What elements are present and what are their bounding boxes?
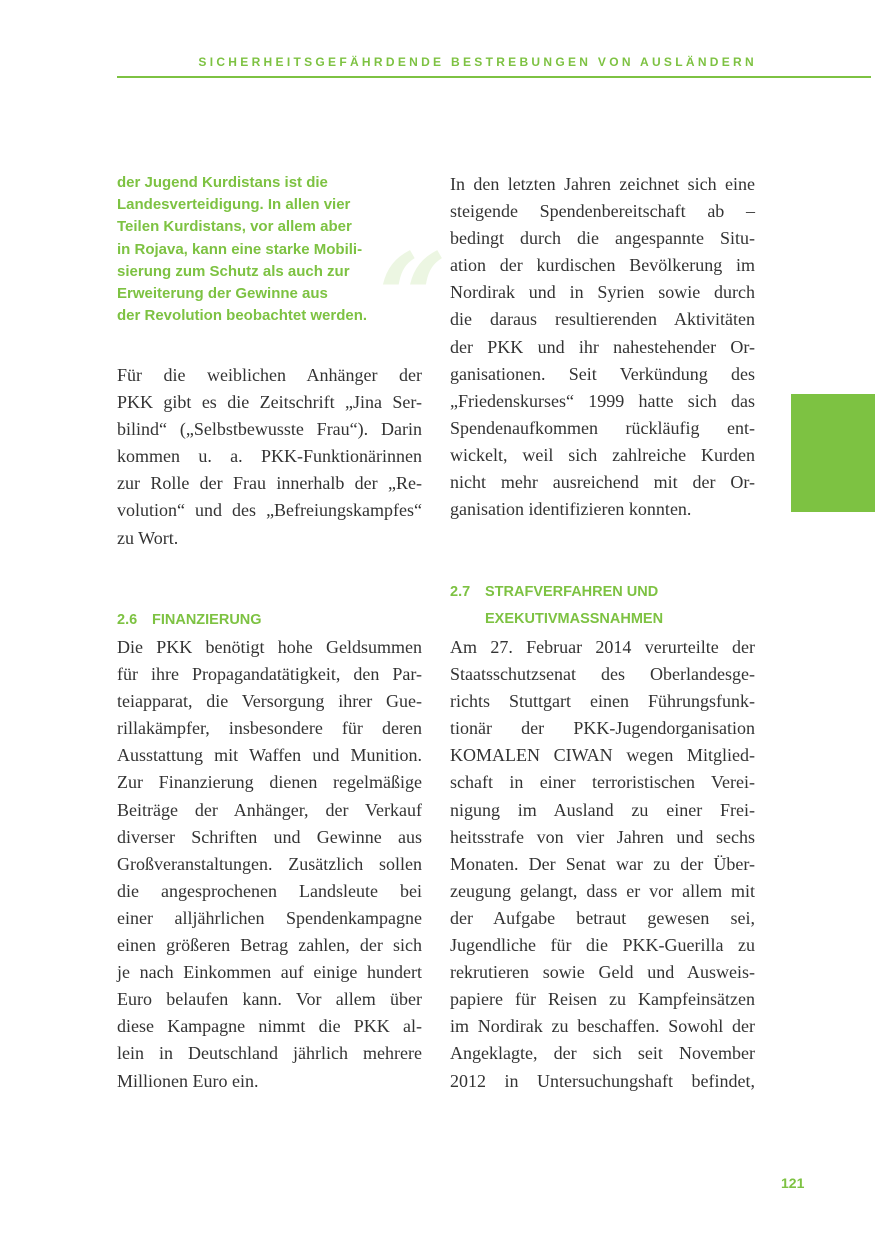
text-line: nicht mehr ausreichend mit der Or- [450, 472, 755, 493]
chapter-side-tab [791, 394, 875, 512]
text-line: Staatsschutzsenat des Oberlandesge- [450, 664, 755, 685]
text-line: der PKK und ihr nahestehender Or- [450, 336, 755, 357]
text-line: Angeklagte, der sich seit November [450, 1043, 755, 1064]
pull-quote-line: der Revolution beobachtet werden. [117, 307, 368, 325]
text-line: im Nordirak zu beschaffen. Sowohl der [450, 1016, 755, 1037]
section-title-continued: EXEKUTIVMASSNAHMEN [485, 611, 664, 628]
section-heading-2-7 [450, 579, 755, 633]
text-line: Beiträge der Anhänger, der Verkauf [117, 799, 422, 820]
header-rule [117, 76, 871, 78]
text-line: Zur Finanzierung dienen regelmäßige [117, 772, 422, 793]
right-paragraph-spenden [450, 171, 755, 523]
text-line: diese Kampagne nimmt die PKK al- [117, 1016, 422, 1037]
text-line: für ihre Propagandatätigkeit, den Par- [117, 664, 422, 685]
text-line: bedingt durch die angespannte Situ- [450, 228, 755, 249]
text-line: Spendenaufkommen rückläufig ent- [450, 417, 755, 438]
text-line: die daraus resultierenden Aktivitäten [450, 309, 755, 330]
section-number: 2.6 [117, 612, 138, 628]
left-paragraph-finanzierung [117, 634, 422, 1095]
text-line: heitsstrafe von vier Jahren und sechs [450, 826, 755, 847]
text-line: nigung im Ausland zu einer Frei- [450, 799, 755, 820]
pull-quote-line: sierung zum Schutz als auch zur [117, 262, 350, 280]
text-line: Für die weiblichen Anhänger der [117, 365, 422, 385]
right-paragraph-strafverfahren [450, 634, 755, 1095]
text-line: PKK gibt es die Zeitschrift „Jina Ser- [117, 392, 422, 413]
text-line: teiapparat, die Versorgung ihrer Gue- [117, 691, 422, 712]
text-line: Großveranstaltungen. Zusätzlich sollen [117, 853, 422, 874]
text-line: Die PKK benötigt hohe Geldsummen [117, 637, 422, 657]
text-line: rillakämpfer, insbesondere für deren [117, 718, 422, 739]
text-line: Am 27. Februar 2014 verurteilte der [450, 637, 755, 657]
text-line: zu Wort. [117, 527, 179, 548]
pull-quote-line: Teilen Kurdistans, vor allem aber [117, 218, 352, 236]
quote-mark-icon: “ [378, 227, 448, 368]
text-line: volution“ und des „Befreiungskampfes“ [117, 500, 422, 521]
section-title: FINANZIERUNG [152, 612, 262, 628]
pull-quote-line: in Rojava, kann eine starke Mobili- [117, 240, 363, 258]
text-line: richts Stuttgart einen Führungsfunk- [450, 691, 755, 712]
text-line: kommen u. a. PKK-Funktionärinnen [117, 446, 422, 467]
page-number: 121 [781, 1175, 805, 1191]
text-line: die angesprochenen Landsleute bei [117, 880, 422, 901]
text-line: ganisationen. Seit Verkündung des [450, 363, 755, 384]
text-line: wickelt, weil sich zahlreiche Kurden [450, 444, 755, 465]
running-header: SICHERHEITSGEFÄHRDENDE BESTREBUNGEN VON AUSLÄNDERN [198, 55, 757, 69]
text-line: Millionen Euro ein. [117, 1070, 259, 1091]
text-line: schaft in einer terroristischen Verei- [450, 772, 755, 793]
text-line: bilind“ („Selbstbewusste Frau“). Darin [117, 419, 422, 440]
section-heading-2-6 [117, 607, 422, 634]
pull-quote-line: Landesverteidigung. In allen vier [117, 196, 351, 214]
text-line: „Friedenskurses“ 1999 hatte sich das [450, 390, 755, 411]
text-line: Euro belaufen kann. Vor allem über [117, 989, 422, 1010]
text-line: KOMALEN CIWAN wegen Mitglied- [450, 745, 755, 766]
text-line: ation der kurdischen Bevölkerung im [450, 255, 755, 276]
left-paragraph-zeitschrift [117, 362, 422, 552]
text-line: der Aufgabe betraut gewesen sei, [450, 907, 755, 928]
text-line: zeugung gelangt, dass er vor allem mit [450, 880, 755, 901]
text-line: einen größeren Betrag zahlen, der sich [117, 935, 422, 956]
text-line: diverser Schriften und Gewinne aus [117, 826, 422, 847]
text-line: Ausstattung mit Waffen und Munition. [117, 745, 422, 766]
text-line: Jugendliche für die PKK-Guerilla zu [450, 935, 755, 956]
pull-quote-line: der Jugend Kurdistans ist die [117, 174, 328, 191]
text-line: papiere für Reisen zu Kampfeinsätzen [450, 989, 755, 1010]
section-title: STRAFVERFAHREN UND [485, 584, 659, 600]
section-number: 2.7 [450, 584, 471, 600]
text-line: je nach Einkommen auf einige hundert [117, 962, 422, 983]
text-line: Monaten. Der Senat war zu der Über- [450, 853, 755, 874]
text-line: zur Rolle der Frau innerhalb der „Re- [117, 473, 422, 494]
text-line: lein in Deutschland jährlich mehrere [117, 1043, 422, 1064]
text-line: steigende Spendenbereitschaft ab – [450, 201, 755, 222]
text-line: einer alljährlichen Spendenkampagne [117, 907, 422, 928]
pull-quote-line: Erweiterung der Gewinne aus [117, 285, 328, 303]
text-line: ganisation identifizieren konnten. [450, 499, 692, 520]
text-line: 2012 in Untersuchungshaft befindet, [450, 1070, 755, 1091]
text-line: rekrutieren sowie Geld und Ausweis- [450, 962, 755, 983]
text-line: Nordirak und in Syrien sowie durch [450, 282, 755, 303]
pull-quote [117, 172, 417, 327]
text-line: In den letzten Jahren zeichnet sich eine [450, 174, 755, 194]
text-line: tionär der PKK-Jugendorganisation [450, 718, 755, 739]
